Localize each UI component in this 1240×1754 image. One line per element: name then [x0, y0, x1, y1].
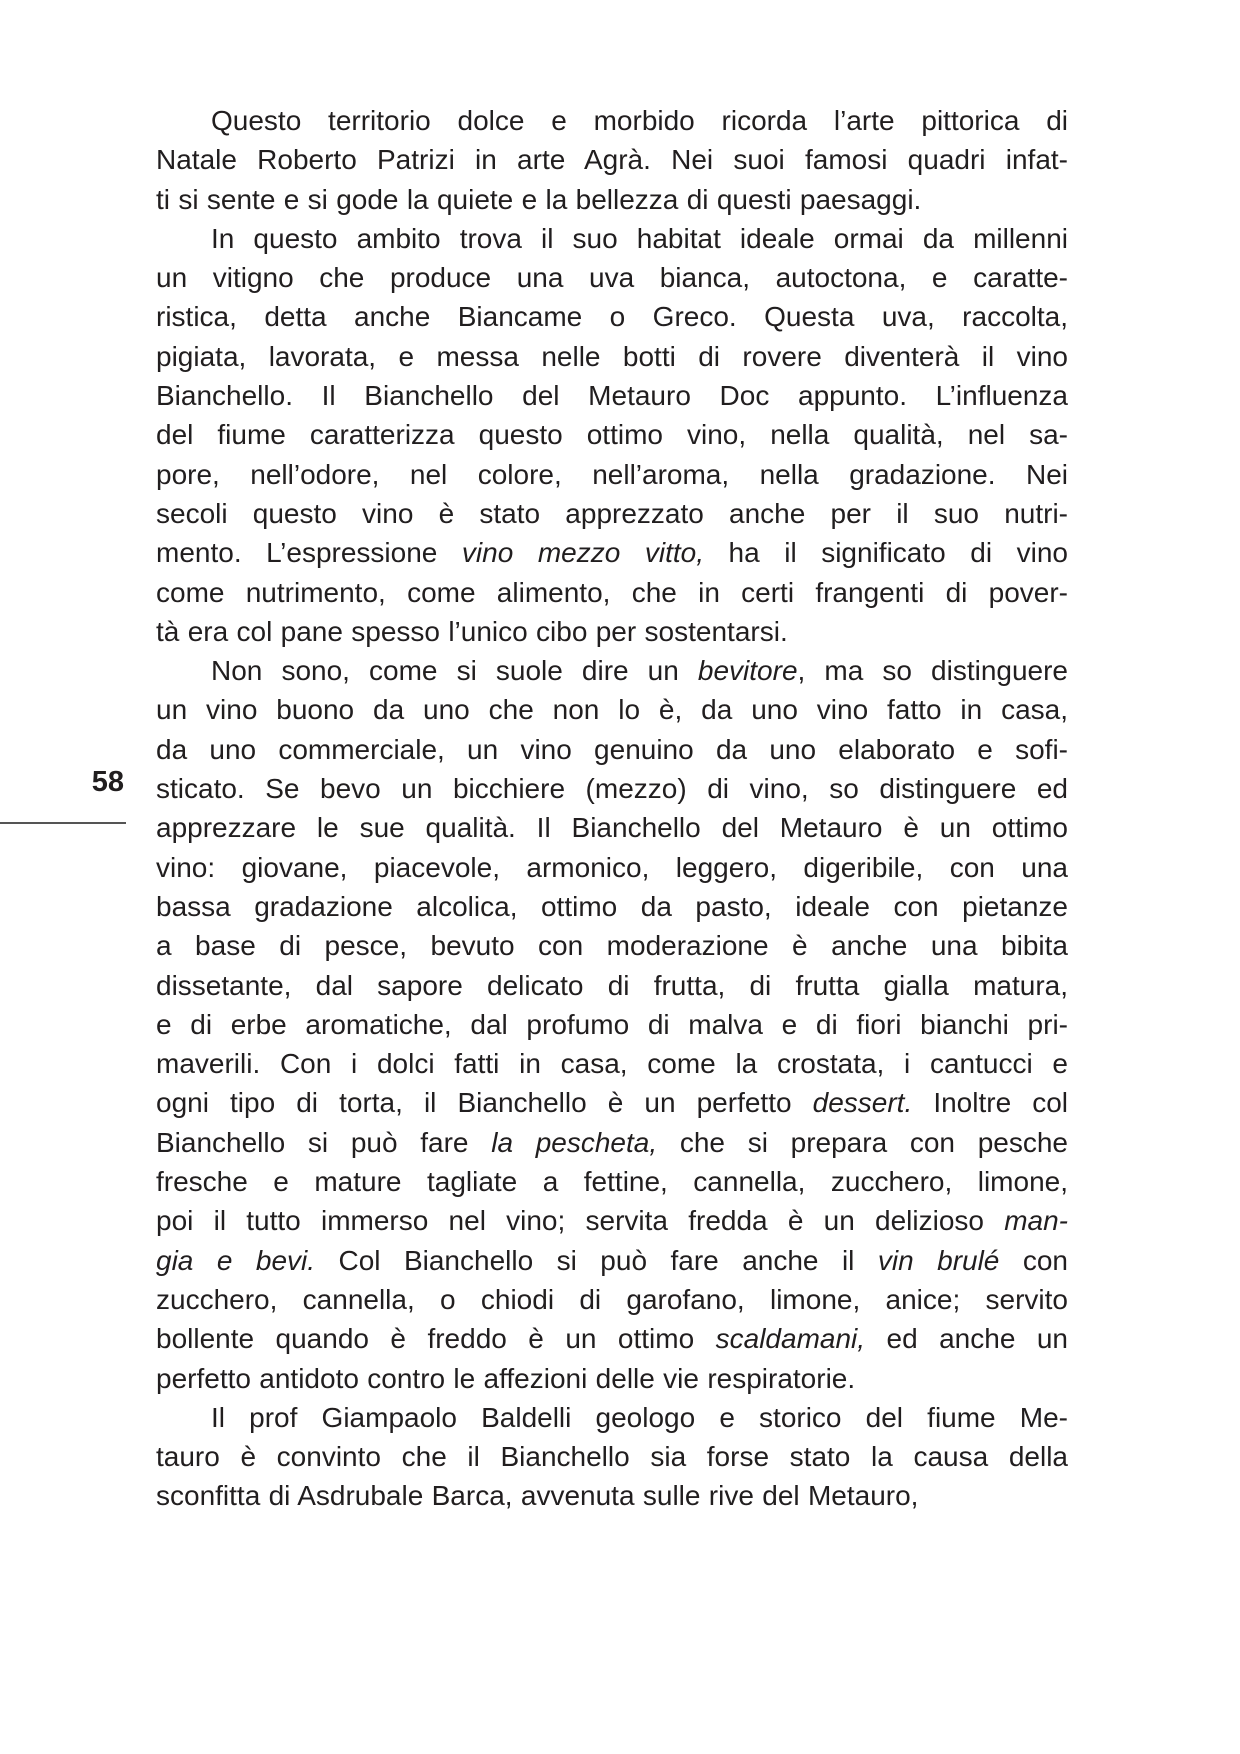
- page-number: 58: [91, 766, 124, 798]
- text-line: fresche e mature tagliate a fettine, cannella, zucchero, limone,: [156, 1166, 1068, 1198]
- italic-phrase: vin brulé: [877, 1244, 1000, 1276]
- text-line: tauro è convinto che il Bianchello sia forse stato la causa della: [156, 1441, 1068, 1473]
- italic-phrase: scaldamani,: [715, 1323, 866, 1355]
- text-line: Bianchello si può fare la pescheta, che si prepara con pesche: [156, 1126, 1068, 1158]
- text-line: maverili. Con i dolci fatti in casa, come la crostata, i cantucci e: [156, 1048, 1068, 1080]
- page-number-rule: [0, 822, 126, 824]
- text-line: sticato. Se bevo un bicchiere (mezzo) di vino, so distinguere ed: [156, 773, 1068, 805]
- text-block: [156, 101, 1068, 1516]
- text-line: Il prof Giampaolo Baldelli geologo e storico del fiume Me-: [211, 1401, 1068, 1433]
- text-line: In questo ambito trova il suo habitat ideale ormai da millenni: [211, 222, 1068, 254]
- text-line: vino: giovane, piacevole, armonico, leggero, digeribile, con una: [156, 851, 1068, 883]
- italic-phrase: la pescheta,: [491, 1126, 658, 1158]
- text-line: poi il tutto immerso nel vino; servita fredda è un delizioso man-: [156, 1205, 1068, 1237]
- text-line: bollente quando è freddo è un ottimo scaldamani, ed anche un: [156, 1323, 1068, 1355]
- text-line: pigiata, lavorata, e messa nelle botti di rovere diventerà il vino: [156, 340, 1068, 372]
- italic-phrase: vino mezzo vitto,: [461, 537, 704, 569]
- text-line: sconfitta di Asdrubale Barca, avvenuta sulle rive del Metauro,: [156, 1480, 919, 1512]
- text-line: da uno commerciale, un vino genuino da uno elaborato e sofi-: [156, 733, 1068, 765]
- text-line: pore, nell’odore, nel colore, nell’aroma, nella gradazione. Nei: [156, 458, 1068, 490]
- text-line: un vitigno che produce una uva bianca, autoctona, e caratte-: [156, 262, 1068, 294]
- text-line: e di erbe aromatiche, dal profumo di malva e di fiori bianchi pri-: [156, 1008, 1068, 1040]
- text-line: come nutrimento, come alimento, che in certi frangenti di pover-: [156, 576, 1068, 608]
- text-line: Non sono, come si suole dire un bevitore, ma so distinguere: [211, 655, 1068, 687]
- text-line: secoli questo vino è stato apprezzato anche per il suo nutri-: [156, 497, 1068, 529]
- text-line: gia e bevi. Col Bianchello si può fare anche il vin brulé con: [156, 1244, 1068, 1276]
- text-line: ogni tipo di torta, il Bianchello è un perfetto dessert. Inoltre col: [156, 1087, 1068, 1119]
- text-line: ti si sente e si gode la quiete e la bellezza di questi paesaggi.: [156, 183, 922, 215]
- text-line: zucchero, cannella, o chiodi di garofano, limone, anice; servito: [156, 1283, 1068, 1315]
- paragraph: [156, 1398, 1068, 1516]
- italic-phrase: bevitore: [697, 655, 798, 687]
- text-line: tà era col pane spesso l’unico cibo per sostentarsi.: [156, 615, 788, 647]
- text-line: Bianchello. Il Bianchello del Metauro Doc appunto. L’influenza: [156, 380, 1068, 412]
- italic-phrase: dessert.: [812, 1087, 913, 1119]
- text-line: apprezzare le sue qualità. Il Bianchello del Metauro è un ottimo: [156, 812, 1068, 844]
- text-line: a base di pesce, bevuto con moderazione è anche una bibita: [156, 930, 1068, 962]
- text-line: dissetante, dal sapore delicato di frutta, di frutta gialla matura,: [156, 969, 1068, 1001]
- paragraph: [156, 219, 1068, 651]
- text-line: Natale Roberto Patrizi in arte Agrà. Nei suoi famosi quadri infat-: [156, 144, 1068, 176]
- text-line: ristica, detta anche Biancame o Greco. Questa uva, raccolta,: [156, 301, 1068, 333]
- italic-phrase: man-: [1004, 1205, 1068, 1237]
- text-line: mento. L’espressione vino mezzo vitto, ha il significato di vino: [156, 537, 1068, 569]
- paragraph: [156, 651, 1068, 1398]
- text-line: un vino buono da uno che non lo è, da uno vino fatto in casa,: [156, 694, 1068, 726]
- text-line: bassa gradazione alcolica, ottimo da pasto, ideale con pietanze: [156, 890, 1068, 922]
- italic-phrase: gia e bevi.: [156, 1244, 316, 1276]
- text-line: Questo territorio dolce e morbido ricorda l’arte pittorica di: [211, 105, 1068, 136]
- text-line: del fiume caratterizza questo ottimo vino, nella qualità, nel sa-: [156, 419, 1068, 451]
- paragraph: [156, 101, 1068, 219]
- text-line: perfetto antidoto contro le affezioni delle vie respiratorie.: [156, 1362, 856, 1394]
